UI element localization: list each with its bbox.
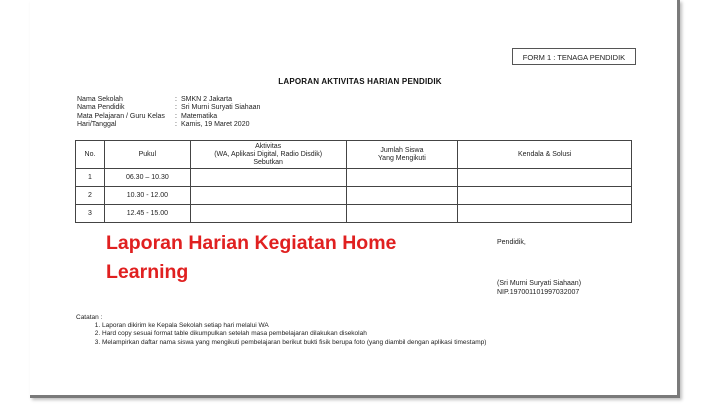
info-label: Hari/Tanggal: [77, 121, 117, 129]
cell-pukul: 06.30 – 10.30: [104, 169, 190, 187]
info-row-school: [77, 96, 260, 104]
header-aktivitas-line2: (WA, Aplikasi Digital, Radio Disdik): [214, 150, 323, 158]
cell-no: 1: [76, 169, 105, 187]
info-value: SMKN 2 Jakarta: [181, 96, 232, 103]
table-row: [76, 169, 632, 187]
header-no: No.: [76, 141, 105, 169]
form-label: FORM 1 : TENAGA PENDIDIK: [522, 53, 626, 62]
info-value: Kamis, 19 Maret 2020: [181, 121, 250, 129]
header-jumlah-line2: Yang Mengikuti: [378, 154, 426, 162]
table-row: [76, 205, 632, 223]
signature-role: Pendidik,: [497, 239, 526, 246]
table-row: [76, 187, 632, 205]
overlay-caption: Laporan Harian Kegiatan Home Learning: [106, 232, 397, 283]
notes-heading: Catatan :: [76, 314, 103, 321]
cell-kendala: [458, 169, 632, 187]
cell-aktivitas: [190, 205, 346, 223]
cell-no: 2: [76, 187, 105, 205]
header-pukul: Pukul: [104, 141, 190, 169]
header-kendala: Kendala & Solusi: [458, 141, 632, 169]
info-separator: :: [175, 112, 177, 120]
signature-block: [497, 280, 581, 297]
header-jumlah-siswa: [346, 141, 458, 169]
info-separator: :: [175, 121, 177, 129]
cell-no: 3: [76, 205, 105, 223]
cell-pukul: 12.45 - 15.00: [104, 205, 190, 223]
cell-aktivitas: [190, 187, 346, 205]
signature-nip: NIP.197001101997032007: [497, 288, 580, 296]
info-label: Mata Pelajaran / Guru Kelas: [77, 112, 165, 120]
form-label-box: [512, 48, 636, 65]
header-aktivitas-line3: Sebutkan: [253, 158, 283, 166]
info-value: Sri Murni Suryati Siahaan: [181, 104, 261, 112]
info-block: [77, 96, 260, 130]
info-value: Matematika: [181, 112, 218, 120]
list-item: 1. Laporan dikirim ke Kepala Sekolah setiap hari melalui WA: [102, 322, 486, 330]
signature-name: (Sri Murni Suryati Siahaan): [497, 280, 582, 287]
header-aktivitas-line1: Aktivitas: [255, 142, 282, 150]
info-label: Nama Pendidik: [77, 104, 125, 112]
cell-jumlah: [346, 169, 458, 187]
cell-kendala: [458, 205, 632, 223]
list-item: 3. Melampirkan daftar nama siswa yang mengikuti pembelajaran berikut bukti fisik berupa foto (yang diambil dengan aplikasi timestamp): [102, 339, 486, 347]
cell-aktivitas: [190, 169, 346, 187]
cell-pukul: 10.30 - 12.00: [104, 187, 190, 205]
notes-list: [76, 322, 486, 347]
activity-table: [75, 140, 632, 223]
header-jumlah-line1: Jumlah Siswa: [380, 146, 424, 154]
info-separator: :: [175, 96, 177, 103]
info-row-subject: [77, 113, 260, 121]
info-separator: :: [175, 104, 177, 112]
cell-jumlah: [346, 187, 458, 205]
list-item: 2. Hard copy sesuai format table dikumpulkan setelah masa pembelajaran dilakukan disekolah: [102, 330, 486, 338]
notes-block: [76, 314, 486, 347]
header-aktivitas: [190, 141, 346, 169]
info-row-date: [77, 121, 260, 129]
cell-kendala: [458, 187, 632, 205]
cell-jumlah: [346, 205, 458, 223]
table-header-row: [76, 141, 632, 169]
info-row-teacher: [77, 104, 260, 112]
document-title: LAPORAN AKTIVITAS HARIAN PENDIDIK: [278, 77, 442, 86]
info-label: Nama Sekolah: [77, 96, 123, 103]
